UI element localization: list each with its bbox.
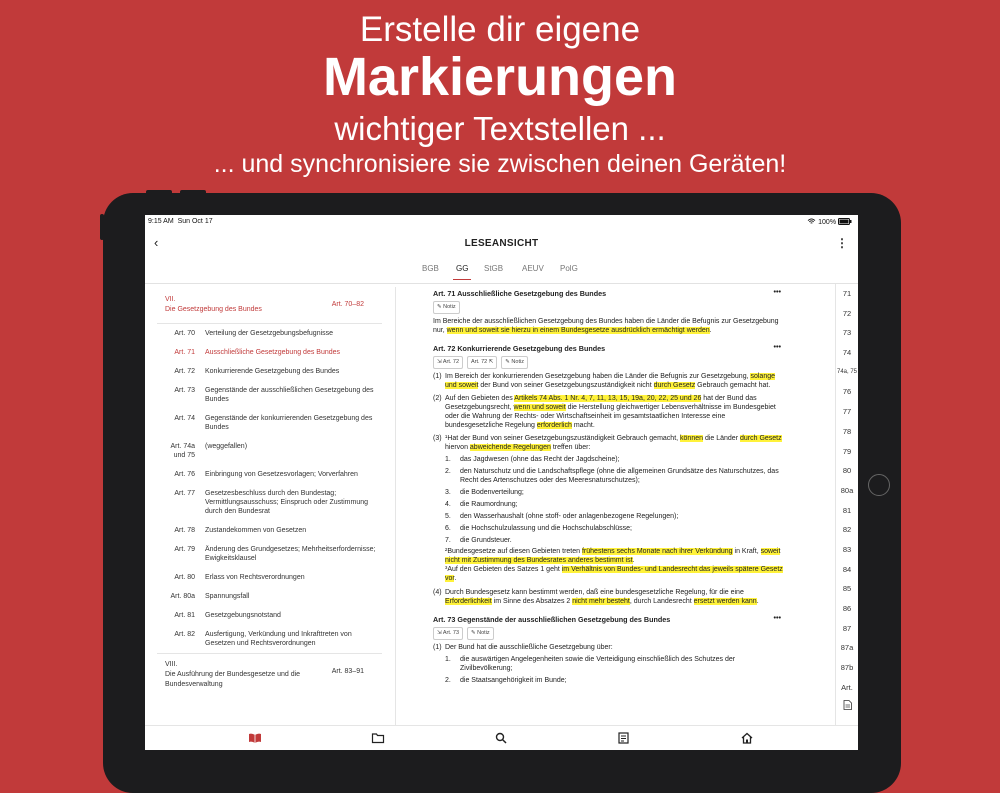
note-button[interactable]: ✎ Notiz — [501, 356, 528, 369]
file-icon[interactable] — [836, 697, 858, 717]
sidebar-index-item[interactable]: 74 — [842, 348, 852, 358]
home-icon[interactable] — [740, 731, 754, 745]
highlight[interactable]: durch Gesetz — [653, 382, 696, 389]
headline-line3: wichtiger Textstellen ... — [334, 110, 666, 147]
highlight[interactable]: Erforderlichkeit — [445, 598, 492, 605]
article-paragraph: (4) Durch Bundesgesetz kann bestimmt werden, daß eine bundesgesetzliche Regelung, für die eine Erforderlichkeit im Sinne des Absatzes 2 nicht mehr besteht, durch Landesrecht ersetzt werden kann. — [433, 589, 759, 605]
toc-item-number: Art. 78 — [174, 527, 195, 534]
toc-item-label: Gesetzesbeschluss durch den Bundestag; Vermittlungsausschuss; Einspruch oder Zustimmung durch den Bundesrat — [205, 490, 369, 515]
sidebar-index-item[interactable]: 72 — [842, 308, 852, 318]
toc-item-label: Zustandekommen von Gesetzen — [205, 527, 307, 534]
article-title: Art. 73 Gegenstände der ausschließlichen Gesetzgebung des Bundes ••• — [433, 613, 781, 624]
highlight[interactable]: frühestens sechs Monate nach ihrer Verkündung — [581, 548, 733, 555]
home-button — [868, 474, 890, 496]
sidebar-index-item[interactable]: 87a — [840, 643, 854, 653]
toc-item-number: Art. 82 — [174, 631, 195, 638]
enumeration-item: 2. die Staatsangehörigkeit im Bunde; — [445, 677, 567, 684]
headline-line2: Markierungen — [322, 47, 678, 107]
table-of-contents — [157, 287, 382, 747]
sidebar-index-item[interactable]: 74a, 75 — [836, 368, 858, 375]
toc-item-number: Art. 80a — [170, 593, 195, 600]
article-paragraph: Im Bereiche der ausschließlichen Gesetzgebung des Bundes haben die Länder die Befugnis zur Gesetzgebung nur, wenn und soweit sie hierzu in einem Bundesgesetze ausdrücklich ermächtigt werden. — [433, 318, 779, 334]
highlight[interactable]: wenn und soweit sie hierzu in einem Bundesgesetze ausdrücklich ermächtigt werden — [446, 327, 710, 334]
enumeration-item: 5. den Wasserhaushalt (ohne stoff- oder anlagenbezogene Regelungen); — [445, 513, 679, 520]
sidebar-index-item[interactable]: 86 — [842, 604, 852, 613]
sidebar-index-item[interactable]: 83 — [842, 544, 852, 554]
article-title: Art. 72 Konkurrierende Gesetzgebung des Bundes ••• — [433, 342, 781, 353]
notes-icon[interactable] — [617, 731, 631, 745]
enumeration-item: 2. den Naturschutz und die Landschaftspflege (ohne die allgemeinen Grundsätze des Naturschutzes, das Recht des Artenschutzes oder des Meeresnaturschutzes); — [445, 468, 779, 484]
note-button[interactable]: ✎ Notiz — [467, 627, 494, 640]
enumeration-list — [433, 455, 783, 545]
battery-icon — [838, 218, 852, 225]
page-title: LESEANSICHT — [464, 238, 539, 249]
toc-section-7[interactable] — [157, 287, 382, 324]
toc-item-label: Ausschließliche Gesetzgebung des Bundes — [205, 349, 341, 356]
toc-list — [157, 324, 382, 653]
link-button[interactable]: Art. 72 ⇱ — [467, 356, 497, 369]
article-more-button[interactable]: ••• — [773, 342, 781, 351]
bottom-nav — [145, 725, 858, 750]
highlight[interactable]: durch Gesetz — [739, 435, 782, 442]
highlight[interactable]: nicht mehr besteht — [572, 598, 630, 605]
enumeration-item: 6. die Hochschulzulassung und die Hochschulabschlüsse; — [445, 525, 632, 532]
toc-section-range: Art. 70–82 — [331, 301, 364, 308]
enumeration-item: 1. die auswärtigen Angelegenheiten sowie die Verteidigung einschließlich des Schutzes der Zivilbevölkerung; — [445, 656, 736, 672]
toc-item-label: Erlass von Rechtsverordnungen — [205, 574, 305, 581]
toc-item-number: Art. 77 — [174, 490, 195, 497]
highlight[interactable]: Artikels 74 Abs. 1 Nr. 4, 7, 11, 13, 15, 19a, 20, 22, 25 und 26 — [514, 395, 702, 402]
sidebar-index-item[interactable]: 82 — [842, 525, 852, 535]
highlight[interactable]: im Verhältnis von Bundes- und Landesrecht das jeweils spätere Gesetz vor — [445, 566, 783, 582]
toc-item[interactable] — [157, 606, 382, 625]
enumeration-item: 3. die Bodenverteilung; — [445, 489, 524, 496]
toc-item-number: Art. 72 — [174, 368, 195, 375]
status-bar — [145, 215, 858, 229]
article-sentence: ²Bundesgesetze auf diesen Gebieten treten frühestens sechs Monate nach ihrer Verkündung in Kraft, soweit nicht mit Zustimmung des Bundesrates anderes bestimmt ist. — [445, 548, 781, 564]
sidebar-index-item[interactable]: 87 — [842, 623, 852, 633]
toc-item[interactable] — [157, 587, 382, 606]
sidebar-index-item[interactable]: Art. — [841, 682, 853, 692]
toc-item-label: Gesetzgebungsnotstand — [205, 612, 281, 619]
toc-item-label: Ausfertigung, Verkündung und Inkrafttreten von Gesetzen und Rechtsverordnungen — [205, 631, 352, 647]
tab-polg[interactable]: PolG — [560, 264, 578, 273]
toc-item-label: Änderung des Grundgesetzes; Mehrheitserfordernisse; Ewigkeitsklausel — [205, 546, 376, 562]
toc-item[interactable] — [157, 465, 382, 484]
article-index-sidebar — [835, 284, 858, 744]
toc-item-number: Art. 71 — [174, 349, 195, 356]
article-title: Art. 71 Ausschließliche Gesetzgebung des Bundes ••• — [433, 287, 781, 298]
toc-item-label: Gegenstände der konkurrierenden Gesetzgebung des Bundes — [205, 415, 373, 431]
sidebar-index-item[interactable]: 79 — [842, 446, 852, 456]
back-button[interactable]: ‹ — [154, 235, 159, 250]
sidebar-index-item[interactable]: 76 — [842, 387, 852, 397]
sidebar-index-item[interactable]: 81 — [842, 505, 852, 515]
sidebar-index-item[interactable]: 80a — [840, 485, 854, 495]
toc-item-label: Einbringung von Gesetzesvorlagen; Vorverfahren — [205, 471, 358, 478]
toc-item-number: Art. 70 — [174, 330, 195, 337]
enumeration-item: 1. das Jagdwesen (ohne das Recht der Jagdscheine); — [445, 456, 620, 463]
toc-item[interactable] — [157, 625, 382, 653]
highlight[interactable]: erforderlich — [536, 422, 572, 429]
enumeration-item: 7. die Grundsteuer. — [445, 537, 512, 544]
more-menu-button[interactable]: ⋮ — [836, 236, 848, 250]
toc-section-label: VII. Die Gesetzgebung des Bundes — [165, 296, 262, 313]
article-sentence: ³Auf den Gebieten des Satzes 1 geht im Verhältnis von Bundes- und Landesrecht das jeweils spätere Gesetz vor. — [445, 566, 783, 582]
toc-item[interactable] — [157, 521, 382, 540]
highlight[interactable]: abweichende Regelungen — [469, 444, 551, 451]
article-paragraph: (1) Der Bund hat die ausschließliche Gesetzgebung über: — [433, 644, 613, 651]
tab-bgb[interactable]: BGB — [422, 264, 439, 273]
toc-item-label: (weggefallen) — [205, 443, 248, 450]
toc-item[interactable] — [157, 437, 382, 465]
app-screen — [145, 215, 858, 750]
toc-item[interactable] — [157, 343, 382, 362]
toc-section-8[interactable] — [157, 653, 382, 698]
toc-item[interactable] — [157, 362, 382, 381]
highlight[interactable]: soweit nicht mit Zustimmung des Bundesrates anderes bestimmt ist — [445, 548, 781, 564]
top-bar — [145, 229, 858, 261]
headline-line1: Erstelle dir eigene — [359, 10, 641, 49]
toc-item-label: Verteilung der Gesetzgebungsbefugnisse — [205, 330, 334, 337]
tab-stgb[interactable]: StGB — [484, 264, 504, 273]
article-paragraph: (1) Im Bereich der konkurrierenden Gesetzgebung haben die Länder die Befugnis zur Gesetzgebung, solange und soweit der Bund von seiner Gesetzgebungszuständigkeit nicht durch Gesetz Gebrauch gemacht hat. — [433, 373, 776, 389]
toc-item[interactable] — [157, 568, 382, 587]
status-time: 9:15 AM Sun Oct 17 — [148, 218, 213, 225]
sidebar-index-item[interactable]: 85 — [842, 584, 852, 594]
tab-aeuv[interactable]: AEUV — [522, 264, 544, 273]
headline-line4: ... und synchronisiere sie zwischen deinen Geräten! — [213, 150, 787, 178]
toc-item-number: Art. 73 — [174, 387, 195, 394]
article-more-button[interactable]: ••• — [773, 613, 781, 622]
sidebar-index-item[interactable]: 77 — [842, 407, 852, 417]
toc-item-number: Art. 79 — [174, 546, 195, 553]
toc-item[interactable] — [157, 324, 382, 343]
note-button[interactable]: ✎ Notiz — [433, 301, 460, 314]
sidebar-index-item[interactable]: 73 — [842, 328, 852, 338]
wifi-icon — [807, 218, 816, 225]
toc-item[interactable] — [157, 540, 382, 568]
article-paragraph: (3) ¹Hat der Bund von seiner Gesetzgebungszuständigkeit Gebrauch gemacht, können die Länder durch Gesetz hiervon abweichende Regelungen treffen über: — [433, 435, 782, 451]
sidebar-index-item[interactable]: 80 — [842, 466, 852, 476]
toc-item-label: Gegenstände der ausschließlichen Gesetzgebung des Bundes — [205, 387, 374, 403]
book-icon[interactable] — [248, 731, 262, 745]
toc-item-number: Art. 81 — [174, 612, 195, 619]
law-tabs — [145, 261, 858, 284]
toc-section-label: VIII. Die Ausführung der Bundesgesetze und die Bundesverwaltung — [165, 661, 301, 688]
toc-item-number: Art. 76 — [174, 471, 195, 478]
toc-item-number: Art. 74a und 75 — [170, 443, 195, 459]
highlight[interactable]: ersetzt werden kann — [693, 598, 757, 605]
article-more-button[interactable]: ••• — [773, 287, 781, 296]
highlight[interactable]: können — [680, 435, 703, 442]
toc-item[interactable] — [157, 484, 382, 521]
highlight[interactable]: wenn und soweit — [513, 404, 566, 411]
toc-item-number: Art. 74 — [174, 415, 195, 422]
sidebar-index-item[interactable]: 71 — [842, 289, 852, 298]
toc-item[interactable] — [157, 409, 382, 437]
highlight[interactable]: solange und soweit — [445, 373, 776, 389]
toc-item[interactable] — [157, 381, 382, 409]
folder-icon[interactable] — [371, 731, 385, 745]
link-button[interactable]: ⇲ Art. 72 — [433, 356, 463, 369]
article-paragraph: (2) Auf den Gebieten des Artikels 74 Abs. 1 Nr. 4, 7, 11, 13, 15, 19a, 20, 22, 25 und 26 hat der Bund das Gesetzgebungsrecht, wenn und soweit die Herstellung gleichwertiger Lebensverhältnisse im Bundesgebiet oder die Wahrung der Rechts- oder Wirtschaftseinheit im gesamtstaatlichen Interesse eine bundesgesetzliche Regelung erforderlich macht. — [433, 395, 776, 429]
sidebar-index-item[interactable]: 84 — [842, 564, 852, 574]
link-button[interactable]: ⇲ Art. 73 — [433, 627, 463, 640]
status-battery: 100% — [807, 218, 852, 226]
law-text — [433, 287, 783, 747]
sidebar-index-item[interactable]: 78 — [842, 426, 852, 436]
toc-item-number: Art. 80 — [174, 574, 195, 581]
tab-gg[interactable]: GG — [453, 264, 471, 280]
toc-item-label: Spannungsfall — [205, 593, 250, 600]
toc-item-label: Konkurrierende Gesetzgebung des Bundes — [205, 368, 340, 375]
enumeration-item: 4. die Raumordnung; — [445, 501, 518, 508]
search-icon[interactable] — [494, 731, 508, 745]
panel-divider — [395, 287, 396, 747]
toc-section-range: Art. 83–91 — [331, 668, 364, 675]
sidebar-index-item[interactable]: 87b — [840, 663, 854, 673]
